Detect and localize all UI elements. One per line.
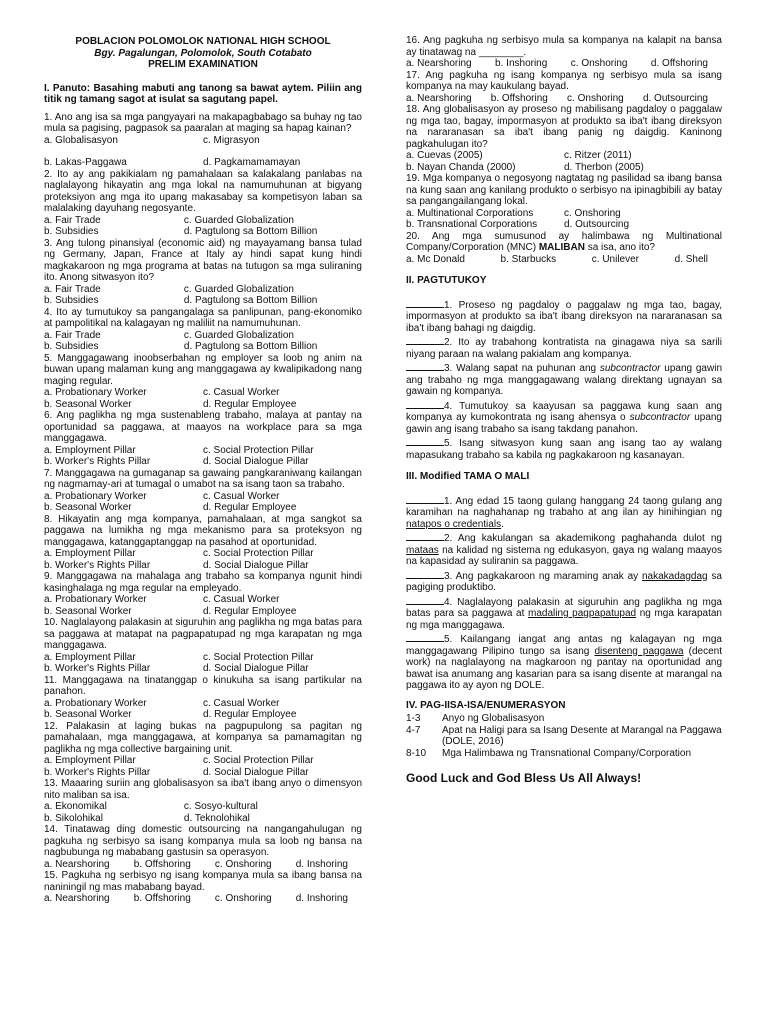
- answer-option: a. Multinational Corporations: [406, 207, 534, 219]
- part1-heading: I. Panuto: Basahing mabuti ang tanong sa bawat aytem. Piliin ang titik ng tamang sagot at isulat sa sagutang papel.: [44, 82, 362, 105]
- question-item: [44, 824, 362, 870]
- question-item: [44, 238, 362, 307]
- answer-option: a. Fair Trade: [44, 329, 101, 341]
- answer-option: c. Social Protection Pillar: [203, 651, 314, 663]
- answer-option: c. Onshoring: [214, 858, 272, 870]
- answer-option: a. Probationary Worker: [44, 697, 147, 709]
- answer-option: a. Nearshoring: [406, 92, 472, 104]
- item-text: 2. Ito ay trabahong kontratista na ginagawa niya sa sarili niyang paraan na walang pakialam ang kompanya.: [406, 337, 722, 360]
- answer-option: c. Unilever: [591, 253, 640, 265]
- spacer: [44, 146, 362, 157]
- answer-option: a. Nearshoring: [44, 858, 110, 870]
- question-item: [406, 231, 722, 266]
- question-text-emphasis: MALIBAN: [538, 242, 585, 253]
- answer-option: b. Offshoring: [490, 92, 548, 104]
- answer-options: [44, 548, 362, 560]
- answer-option: c. Onshoring: [570, 58, 628, 69]
- answer-option: a. Nearshoring: [406, 58, 472, 69]
- answer-option: b. Subsidies: [44, 295, 99, 306]
- question-item: [44, 617, 362, 675]
- answer-option: b. Nayan Chanda (2000): [406, 161, 516, 173]
- answer-option: c. Migrasyon: [203, 134, 260, 146]
- answer-option: d. Therbon (2005): [564, 161, 644, 173]
- part3-items: [406, 494, 722, 692]
- part4-heading: IV. PAG-IISA-ISA/ENUMERASYON: [406, 699, 566, 711]
- school-address: Bgy. Pagalungan, Polomolok, South Cotabato: [94, 47, 312, 59]
- answer-option: a. Fair Trade: [44, 283, 101, 295]
- answer-options: [44, 560, 362, 572]
- question-item: [406, 70, 722, 105]
- exam-title: PRELIM EXAMINATION: [148, 59, 258, 70]
- answer-option: c. Casual Worker: [203, 594, 280, 605]
- answer-option: a. Employment Pillar: [44, 548, 136, 559]
- question-item: [406, 35, 722, 70]
- answer-options: [44, 767, 362, 779]
- question-text: 9. Manggagawa na mahalaga ang trabaho sa kompanya ngunit hindi kasinghalaga ng mga regular na empleyado.: [44, 571, 362, 594]
- answer-blank: [406, 632, 444, 642]
- exam-header: [44, 36, 362, 71]
- answer-option: b. Lakas-Paggawa: [44, 157, 127, 168]
- answer-options: [44, 663, 362, 675]
- answer-option: d. Social Dialogue Pillar: [203, 766, 309, 778]
- answer-blank: [406, 399, 444, 409]
- part2-items: [406, 298, 722, 462]
- answer-option: c. Ritzer (2011): [564, 150, 632, 161]
- answer-option: c. Onshoring: [567, 92, 624, 104]
- item-underlined: madaling pagpapatupad: [527, 608, 637, 619]
- answer-option: d. Inshoring: [295, 858, 348, 870]
- answer-option: d. Teknolohikal: [183, 812, 250, 824]
- answer-options: [406, 208, 722, 220]
- item-text-end: upang gawin ang trabaho ng mga manggagawang walang direktang ugnayan sa gawain ng kompanya.: [406, 363, 722, 397]
- answer-option: d. Regular Employee: [203, 709, 297, 720]
- question-text: 12. Palakasin at laging bukas na pagpupulong sa pagitan ng pamahalaan, mga manggagawa, at kompanya sa pamamagitan ng paglikha ng mga collective bargaining unit.: [44, 720, 362, 755]
- enumeration-range: 1-3: [406, 713, 421, 724]
- question-text-pre: 20. Ang mga sumusunod ay halimbawa ng Multinational Company/Corporation (MNC): [406, 230, 722, 253]
- item-text-end: sa pagiging produktibo.: [406, 570, 722, 593]
- answer-options: [406, 162, 722, 174]
- question-text: 8. Hikayatin ang mga kompanya, pamahalaan, at mga sangkot sa paggawa na lumikha ng mga mekanismo para sa proteksyon ng manggagawa, katanggaptanggap na pasahod at oportunidad.: [44, 513, 362, 548]
- answer-option: b. Transnational Corporations: [406, 219, 538, 230]
- answer-options: [44, 284, 362, 296]
- question-item: [406, 173, 722, 231]
- question-text: 1. Ano ang isa sa mga pangyayari na makapagbabago sa buhay ng tao mula sa pagising, pagpasok sa paaralan at maging sa hapag kainan?: [44, 111, 362, 134]
- item-text-end: upang gawin ang isang trabaho sa isang takdang panahon.: [406, 412, 722, 435]
- right-column: [406, 35, 722, 785]
- answer-options: [44, 813, 362, 825]
- answer-option: b. Starbucks: [500, 253, 557, 265]
- answer-options: [44, 330, 362, 342]
- part2-heading: II. PAGTUTUKOY: [406, 275, 487, 286]
- item-underlined: disenteng paggawa: [594, 645, 684, 657]
- answer-option: d. Social Dialogue Pillar: [203, 456, 309, 467]
- answer-option: a. Cuevas (2005): [406, 150, 483, 161]
- answer-option: d. Regular Employee: [203, 398, 297, 410]
- question-item: [44, 571, 362, 617]
- answer-option: a. Fair Trade: [44, 214, 101, 226]
- answer-options: [44, 135, 362, 147]
- answer-option: b. Seasonal Worker: [44, 502, 132, 513]
- answer-option: a. Probationary Worker: [44, 594, 147, 605]
- answer-option: b. Sikolohikal: [44, 812, 103, 824]
- question-item: [44, 778, 362, 824]
- enumeration-topic: Apat na Haligi para sa Isang Desente at Marangal na Paggawa (DOLE, 2016): [442, 724, 722, 747]
- question-item: [44, 169, 362, 238]
- answer-option: a. Probationary Worker: [44, 387, 147, 398]
- answer-option: b. Worker's Rights Pillar: [44, 663, 151, 674]
- answer-option: d. Offshoring: [650, 58, 708, 69]
- true-false-item: [406, 632, 722, 692]
- question-text: 16. Ang pagkuha ng serbisyo mula sa kompanya na kalapit na bansa ay tinatawag na ________.: [406, 35, 722, 58]
- question-text: 13. Maaaring suriin ang globalisasyon sa iba't ibang anyo o dimensyon nito maliban sa isa.: [44, 778, 362, 801]
- identification-item: [406, 335, 722, 360]
- left-column: [44, 36, 362, 905]
- item-text: 4. Naglalayong palakasin at siguruhin ang paglikha ng mga batas para sa paggawa at: [406, 596, 722, 619]
- true-false-item: [406, 595, 722, 632]
- enumeration-topic: Anyo ng Globalisasyon: [442, 713, 545, 724]
- true-false-item: [406, 494, 722, 531]
- answer-option: d. Pagtulong sa Bottom Billion: [183, 295, 318, 306]
- question-text: [406, 231, 722, 254]
- answer-option: c. Onshoring: [214, 893, 272, 904]
- school-name: POBLACION POLOMOLOK NATIONAL HIGH SCHOOL: [75, 36, 331, 47]
- answer-blank: [406, 361, 444, 371]
- true-false-item: [406, 569, 722, 594]
- answer-options: [44, 341, 362, 353]
- answer-option: b. Inshoring: [495, 58, 548, 69]
- item-text-end: .: [501, 518, 504, 530]
- answer-options: [44, 652, 362, 664]
- closing-message: Good Luck and God Bless Us All Always!: [406, 771, 642, 785]
- answer-options: [44, 456, 362, 468]
- answer-option: b. Worker's Rights Pillar: [44, 559, 151, 571]
- answer-option: d. Inshoring: [295, 893, 348, 904]
- answer-option: a. Employment Pillar: [44, 755, 136, 766]
- answer-option: c. Casual Worker: [203, 387, 280, 398]
- answer-options: [406, 93, 722, 105]
- answer-option: c. Social Protection Pillar: [203, 444, 314, 456]
- answer-options: [44, 893, 362, 905]
- answer-option: b. Offshoring: [133, 858, 191, 870]
- answer-option: d. Pagtulong sa Bottom Billion: [183, 226, 318, 237]
- answer-option: d. Regular Employee: [203, 502, 297, 513]
- answer-options: [44, 157, 362, 169]
- question-text: 17. Ang pagkuha ng isang kompanya ng serbisyo mula sa isang kompanya na may kaukulang bayad.: [406, 69, 722, 92]
- answer-options: [44, 226, 362, 238]
- answer-option: a. Globalisasyon: [44, 134, 118, 146]
- item-underlined: nakakadagdag: [641, 570, 708, 582]
- question-text: 7. Manggagawa na gumaganap sa gawaing pangkaraniwang kailangan ng nagmamay-ari at tumagal o umabot na sa isang taon sa trabaho.: [44, 467, 362, 490]
- answer-options: [44, 801, 362, 813]
- answer-blank: [406, 436, 444, 446]
- answer-option: c. Social Protection Pillar: [203, 755, 314, 766]
- item-text: 4. Tumutukoy sa kaayusan sa paggawa kung saan ang kompanya ay kumokontrata ng isang ahensya o: [406, 400, 722, 423]
- question-text: 15. Pagkuha ng serbisyo ng isang kompanya mula sa ibang bansa na naniningil ng mas mababang bayad.: [44, 870, 362, 893]
- item-text: 1. Proseso ng pagdaloy o paggalaw ng mga tao, bagay, impormasyon at produkto sa iba't ibang direksyon na nararanasan sa iba't ibang bahagi ng daigdig.: [406, 299, 722, 334]
- question-item: [44, 112, 362, 169]
- item-text: 3. Ang pagkakaroon ng maraming anak ay: [444, 570, 642, 582]
- item-underlined: mataas: [406, 544, 439, 556]
- answer-option: b. Seasonal Worker: [44, 605, 132, 617]
- item-underlined: natapos o credentials: [406, 518, 502, 530]
- identification-item: [406, 436, 722, 461]
- question-text: 18. Ang globalisasyon ay proseso ng mabilisang pagdaloy o paggalaw ng mga tao, bagay, impormasyon at produkto sa iba't ibang direksyon na nararanasan sa iba't ibang panig ng daigdig. Kaninong pagkahulugan ito?: [406, 104, 722, 150]
- answer-options: [44, 606, 362, 618]
- question-text: 3. Ang tulong pinansiyal (economic aid) ng mayayamang bansa tulad ng Germany, Japan, France at Italy ay hindi sapat kung hindi magkakaroon ng mga programa at batas na tutugon sa mga suliraning ito. Anong sitwasyon ito?: [44, 237, 362, 283]
- identification-item: [406, 298, 722, 335]
- item-text: 3. Walang sapat na puhunan ang: [444, 363, 600, 374]
- true-false-item: [406, 531, 722, 568]
- answer-blank: [406, 298, 444, 308]
- answer-option: b. Seasonal Worker: [44, 709, 132, 720]
- item-text: 1. Ang edad 15 taong gulang hanggang 24 taong gulang ang karamihan na naghahanap ng trabaho at ang ilan ay hinihingian ng: [406, 495, 722, 518]
- question-item: [406, 104, 722, 173]
- answer-option: c. Social Protection Pillar: [203, 548, 314, 559]
- identification-item: [406, 361, 722, 398]
- item-text-end: na kalidad ng sistema ng edukasyon, gaya ng walang maayos na kapasidad ay suliranin sa paggawa.: [406, 544, 722, 567]
- question-item: [44, 307, 362, 353]
- answer-blank: [406, 494, 444, 504]
- answer-option: d. Outsourcing: [564, 219, 630, 230]
- question-text: 4. Ito ay tumutukoy sa pangangalaga sa panlipunan, pang-ekonomiko at pampolitikal na kalagayan ng maliliit na namumuhunan.: [44, 306, 362, 329]
- question-item: [44, 353, 362, 411]
- question-item: [44, 721, 362, 779]
- enumeration-item: [406, 725, 722, 748]
- answer-option: d. Pagkamamamayan: [203, 157, 301, 168]
- item-text-end: ng mga karapatan ng mga manggagawa.: [406, 608, 722, 631]
- item-text-end: (decent work) na naglalayong na magkaroon ng pantay na oportunidad ang bawat isa anumang ang kasarian para sa isang disente at marangal na paggawa ito ay ayon ng DOLE.: [406, 645, 722, 691]
- answer-options: [406, 254, 722, 266]
- answer-option: b. Subsidies: [44, 226, 99, 237]
- answer-option: b. Offshoring: [133, 893, 191, 904]
- part4-items: [406, 713, 722, 759]
- answer-option: c. Guarded Globalization: [183, 283, 294, 295]
- answer-option: b. Worker's Rights Pillar: [44, 456, 151, 467]
- answer-options: [44, 755, 362, 767]
- answer-option: c. Sosyo-kultural: [183, 801, 258, 812]
- answer-option: d. Social Dialogue Pillar: [203, 663, 309, 674]
- answer-option: c. Casual Worker: [203, 697, 280, 709]
- answer-option: c. Guarded Globalization: [183, 214, 294, 226]
- question-text: 14. Tinatawag ding domestic outsourcing na nangangahulugan ng pagkuha ng serbisyo sa isang kompanya mula sa loob ng bansa na nagbubunga ng mababang gastusin sa operasyon.: [44, 824, 362, 858]
- answer-option: d. Regular Employee: [203, 605, 297, 617]
- questions-right: [406, 35, 722, 265]
- answer-options: [406, 150, 722, 162]
- answer-option: a. Employment Pillar: [44, 444, 136, 456]
- answer-option: a. Employment Pillar: [44, 651, 136, 663]
- answer-options: [44, 698, 362, 710]
- answer-options: [44, 215, 362, 227]
- question-text: 2. Ito ay ang pakikialam ng pamahalaan sa kalakalang panlabas na naglalayong hikayatin ang mga lokal na namumuhunan at bigyang proteksiyon ang mga ito upang makasabay sa kompetisyon laban sa malalaking dayuhang negosyante.: [44, 168, 362, 214]
- answer-option: a. Nearshoring: [44, 893, 110, 904]
- enumeration-item: [406, 713, 722, 725]
- answer-blank: [406, 569, 444, 579]
- part3-heading: III. Modified TAMA O MALI: [406, 471, 530, 482]
- question-text-post: sa isa, ano ito?: [584, 242, 655, 253]
- answer-option: c. Onshoring: [564, 207, 621, 219]
- enumeration-range: 4-7: [406, 724, 421, 736]
- answer-options: [44, 491, 362, 503]
- question-text: 19. Mga kompanya o negosyong nagtatag ng pasilidad sa ibang bansa na kung saan ang kanilang produkto o serbisyo na ipinagbibili ay batay sa pangangailangang lokal.: [406, 173, 722, 207]
- answer-option: a. Ekonomikal: [44, 801, 107, 812]
- answer-blank: [406, 335, 444, 345]
- enumeration-item: [406, 748, 722, 760]
- answer-options: [406, 58, 722, 70]
- answer-option: b. Subsidies: [44, 341, 99, 352]
- answer-option: d. Outsourcing: [642, 92, 708, 104]
- answer-blank: [406, 595, 444, 605]
- answer-options: [44, 594, 362, 606]
- answer-option: d. Social Dialogue Pillar: [203, 559, 309, 571]
- answer-options: [44, 445, 362, 457]
- answer-options: [44, 502, 362, 514]
- answer-option: a. Mc Donald: [406, 253, 465, 265]
- question-item: [44, 675, 362, 721]
- item-text: 5. Isang sitwasyon kung saan ang isang tao ay walang mapasukang trabaho sa kabila ng pagkakaroon ng kasanayan.: [406, 438, 722, 461]
- answer-options: [44, 387, 362, 399]
- identification-item: [406, 399, 722, 436]
- enumeration-range: 8-10: [406, 747, 427, 759]
- answer-option: c. Guarded Globalization: [183, 329, 294, 341]
- question-text: 5. Manggagawang inoobserbahan ng employer sa loob ng anim na buwan upang malaman kung ang manggagawa ay kwalipikadong nang maging regular.: [44, 352, 362, 387]
- question-text: 6. Ang paglikha ng mga sustenableng trabaho, malaya at pantay na oportunidad sa paggawa, at maayos na workplace para sa mga manggagawa.: [44, 410, 362, 444]
- question-text: 10. Naglalayong palakasin at siguruhin ang paglikha ng mga batas para sa paggawa at matapat na pagpapatupad ng mga karapatan ng mga manggagawa.: [44, 617, 362, 651]
- item-emphasis: subcontractor: [629, 412, 691, 423]
- question-item: [44, 468, 362, 514]
- answer-option: b. Seasonal Worker: [44, 398, 132, 410]
- item-text: 2. Ang kakulangan sa akademikong paghahanda dulot ng: [444, 533, 722, 544]
- answer-option: c. Casual Worker: [203, 490, 280, 502]
- answer-options: [44, 295, 362, 307]
- enumeration-topic: Mga Halimbawa ng Transnational Company/Corporation: [442, 747, 692, 759]
- item-emphasis: subcontractor: [599, 363, 661, 374]
- answer-option: d. Shell: [674, 253, 708, 265]
- answer-options: [44, 859, 362, 871]
- item-text: 5. Kailangang iangat ang antas ng kalagayan ng mga manggagawang Pilipino tungo sa isang: [406, 634, 722, 657]
- questions-left: [44, 112, 362, 905]
- question-item: [44, 870, 362, 905]
- question-item: [44, 514, 362, 572]
- answer-options: [406, 219, 722, 231]
- answer-options: [44, 709, 362, 721]
- answer-blank: [406, 531, 444, 541]
- answer-option: b. Worker's Rights Pillar: [44, 766, 151, 778]
- answer-option: d. Pagtulong sa Bottom Billion: [183, 341, 318, 352]
- question-item: [44, 410, 362, 468]
- answer-option: a. Probationary Worker: [44, 490, 147, 502]
- answer-options: [44, 399, 362, 411]
- question-text: 11. Manggagawa na tinatanggap o kinukuha sa isang partikular na panahon.: [44, 674, 362, 697]
